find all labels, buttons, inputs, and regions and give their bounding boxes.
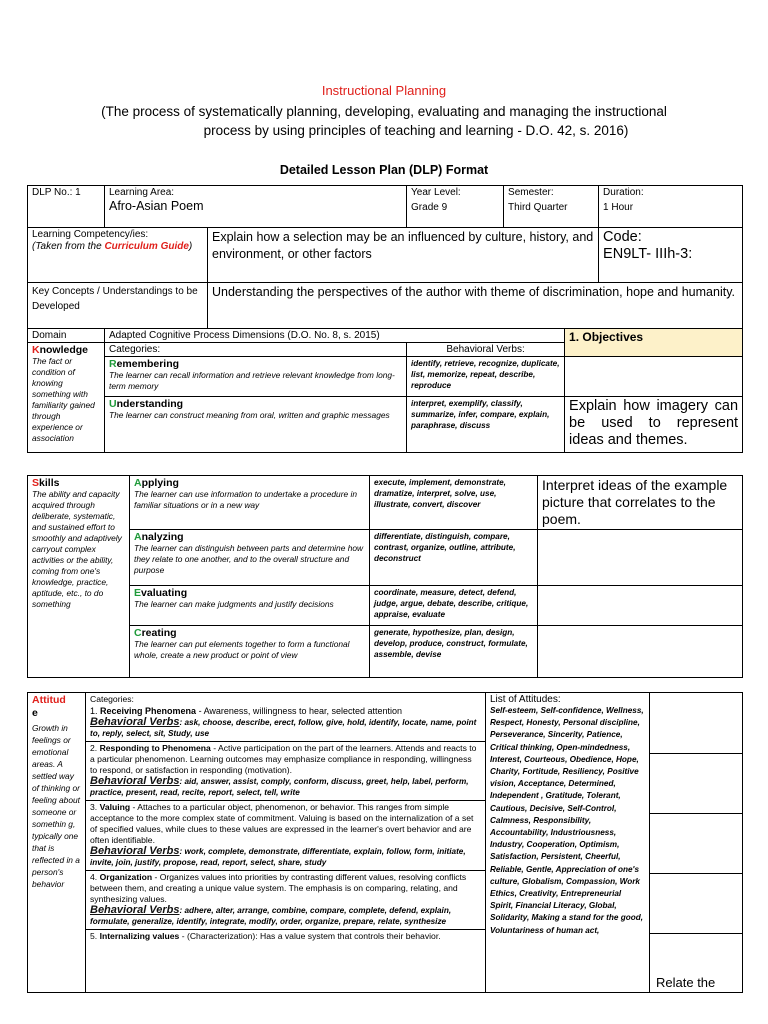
understanding-cell [105, 397, 407, 453]
format-title: Detailed Lesson Plan (DLP) Format [279, 163, 489, 177]
attitude-item-3: 3. Valuing - Attaches to a particular object, phenomenon, or behavior. This ranges from simple acceptance to the more complex state of commitment. Valuing is based on the internalization of a set of specified values, while clues to these values are expressed in the learner's overt behavior and are often identifiable. Behavioral Verbs: work, complete, demonstrate, differentiate, explain, follow, form, initiate, invite, join, justify, propose, read, report, select, share, study [86, 801, 485, 871]
code-label: Code: [603, 229, 642, 245]
semester-cell [504, 186, 599, 228]
code-value: EN9LT- IIIh-3: [603, 246, 693, 262]
dlp-number: DLP No.: 1 [28, 186, 105, 228]
analyzing-row [28, 530, 743, 586]
year-level-value: Grade 9 [411, 202, 448, 213]
competency-label-cell [28, 228, 208, 283]
attitude-categories-label: Categories: [90, 694, 134, 704]
competency-row [28, 228, 743, 283]
attitude-desc: Growth in feelings or emotional areas. A settled way of thinking or feeling about someone or somethin g, typically one that is reflected in a person's behavior [32, 723, 80, 889]
concepts-text: Understanding the perspectives of the author with theme of discrimination, hope and humanity. [208, 283, 743, 329]
objectives-header: 1. Objectives [565, 329, 743, 357]
applying-objective: Interpret ideas of the example picture that correlates to the poem. [538, 476, 743, 530]
knowledge-cell [28, 343, 105, 453]
code-cell [599, 228, 743, 283]
info-row [28, 186, 743, 228]
knowledge-desc: The fact or condition of knowing something with familiarity gained through experience or association [32, 356, 95, 443]
duration-cell [599, 186, 743, 228]
attitudes-list-label: List of Attitudes: [490, 694, 561, 705]
categories-label: Categories: [105, 343, 407, 357]
analyzing-label: Analyzing [134, 531, 184, 543]
evaluating-desc: The learner can make judgments and justify decisions [134, 599, 334, 609]
skills-desc: The ability and capacity acquired through deliberate, systematic, and sustained effort to smoothly and adaptively carryout complex activities or the ability, coming from one's knowledge, practice, aptitude, etc., to do something [32, 489, 122, 609]
duration-value: 1 Hour [603, 202, 634, 213]
behavioral-verbs-label: Behavioral Verbs: [407, 343, 565, 357]
planning-subtitle [0, 102, 768, 140]
understanding-row [28, 397, 743, 453]
understanding-objective: Explain how imagery can be used to represent ideas and themes. [565, 397, 743, 453]
behavioral-verbs-label: Behavioral Verbs [90, 716, 180, 728]
domain-label: Domain [28, 329, 105, 343]
applying-row [28, 476, 743, 530]
understanding-label: Understanding [109, 398, 184, 410]
attitude-categories-list [86, 706, 485, 943]
attitude-objective-cell [650, 693, 743, 993]
creating-verbs: generate, hypothesize, plan, design, develop, produce, construct, formulate, assemble, devise [370, 626, 538, 678]
dlp-main-table [27, 185, 743, 453]
attitude-objective-mid3 [650, 873, 742, 934]
learning-area-cell [105, 186, 407, 228]
skills-label: Skills [32, 477, 60, 489]
attitude-categories-cell [86, 693, 486, 993]
evaluating-verbs: coordinate, measure, detect, defend, judge, argue, debate, describe, critique, appraise, evaluate [370, 586, 538, 626]
attitude-row [28, 693, 743, 993]
concepts-label: Key Concepts / Understandings to be Developed [28, 283, 208, 329]
remembering-cell [105, 357, 407, 397]
remembering-row [28, 357, 743, 397]
adapted-dimensions-label: Adapted Cognitive Process Dimensions (D.O. No. 8, s. 2015) [105, 329, 565, 343]
creating-desc: The learner can put elements together to form a functional whole, create a new product or point of view [134, 639, 350, 660]
year-level-label: Year Level: [411, 187, 461, 198]
analyzing-verbs: differentiate, distinguish, compare, contrast, organize, outline, attribute, deconstruct [370, 530, 538, 586]
planning-title: Instructional Planning [321, 83, 447, 98]
creating-row [28, 626, 743, 678]
attitude-cell [28, 693, 86, 993]
semester-label: Semester: [508, 187, 554, 198]
understanding-desc: The learner can construct meaning from oral, written and graphic messages [109, 410, 390, 420]
competency-label: Learning Competency/ies: [32, 229, 149, 240]
applying-label: Applying [134, 477, 179, 489]
competency-text: Explain how a selection may be an influenced by culture, history, and environment, or other factors [208, 228, 599, 283]
evaluating-cell [130, 586, 370, 626]
subtitle-line-2: process by using principles of teaching and learning - D.O. 42, s. 2016) [203, 123, 629, 138]
learning-area-value: Afro-Asian Poem [109, 199, 204, 213]
analyzing-desc: The learner can distinguish between parts and determine how they relate to one another, and to the overall structure and purpose [134, 543, 364, 575]
skills-table [27, 475, 743, 678]
competency-source: (Taken from the Curriculum Guide) [32, 241, 193, 252]
evaluating-row [28, 586, 743, 626]
attitude-label: Attitud e [32, 694, 66, 719]
analyzing-cell [130, 530, 370, 586]
attitude-table [27, 692, 743, 993]
attitude-item-5: 5. Internalizing values - (Characterization): Has a value system that controls their behavior. [90, 931, 441, 941]
creating-objective [538, 626, 743, 678]
applying-verbs: execute, implement, demonstrate, dramatize, interpret, solve, use, illustrate, convert, discover [370, 476, 538, 530]
remembering-verbs: identify, retrieve, recognize, duplicate, list, memorize, repeat, describe, reproduce [407, 357, 565, 397]
remembering-objective [565, 357, 743, 397]
concepts-row [28, 283, 743, 329]
year-level-cell [407, 186, 504, 228]
creating-label: Creating [134, 627, 177, 639]
attitude-item-1: 1. Receiving Phenomena - Awareness, willingness to hear, selected attention Behavioral Verbs: ask, choose, describe, erect, follow, give, hold, identify, locate, name, point to, reply, select, sit, Study, use [86, 706, 485, 742]
attitudes-list-cell [486, 693, 650, 993]
attitude-item-4: 4. Organization - Organizes values into priorities by contrasting different values, resolving conflicts between them, and creating a unique value system. The emphasis is on comparing, relating, and synthesizing values. Behavioral Verbs: adhere, alter, arrange, combine, compare, complete, defend, explain, formulate, generalize, identify, integrate, modify, order, organize, prepare, relate, synthesize [86, 871, 485, 930]
attitude-item-2: 2. Responding to Phenomena - Active participation on the part of the learners. Attends and reacts to a particular phenomenon. Learning outcomes may emphasize compliance in responding, willingness to respond, or satisfaction in responding (motivation). Behavioral Verbs: aid, answer, assist, comply, conform, discuss, greet, help, label, perform, practice, present, read, recite, report, select, tell, write [86, 742, 485, 801]
attitude-objective-mid2 [650, 813, 742, 874]
learning-area-label: Learning Area: [109, 187, 175, 198]
applying-desc: The learner can use information to undertake a procedure in familiar situations or in a new way [134, 489, 358, 510]
duration-label: Duration: [603, 187, 644, 198]
creating-cell [130, 626, 370, 678]
analyzing-objective [538, 530, 743, 586]
remembering-label: Remembering [109, 358, 180, 370]
attitude-objective-mid [650, 753, 742, 814]
understanding-verbs: interpret, exemplify, classify, summarize, infer, compare, explain, paraphrase, discuss [407, 397, 565, 453]
remembering-desc: The learner can recall information and retrieve relevant knowledge from long-term memory [109, 370, 395, 391]
evaluating-objective [538, 586, 743, 626]
applying-cell [130, 476, 370, 530]
attitude-objective-top [650, 693, 742, 754]
evaluating-label: Evaluating [134, 587, 188, 599]
subtitle-line-1: (The process of systematically planning, developing, evaluating and managing the instructional [101, 104, 667, 119]
skills-cell [28, 476, 130, 678]
domain-row [28, 329, 743, 343]
attitude-objective-text: Relate the [656, 975, 716, 990]
semester-value: Third Quarter [508, 202, 568, 213]
attitudes-list: Self-esteem, Self-confidence, Wellness, Respect, Honesty, Personal discipline, Perseverance, Sincerity, Patience, Critical thinking, Open-mindedness, Interest, Courteous, Obedience, Hope, Charity, Fortitude, Resiliency, Positive vision, Acceptance, Determined, Independent , Gratitude, Tolerant, Cautious, Decisive, Self-Control, Calmness, Responsibility, Accountability, Industriousness, Industry, Cooperation, Optimism, Satisfaction, Persistent, Cheerful, Reliable, Gentle, Appreciation of one's culture, Globalism, Compassion, Work Ethics, Creativity, Entrepreneurial Spirit, Financial Literacy, Global, Solidarity, Making a stand for the good, Voluntariness of human act, [490, 706, 644, 935]
knowledge-label: Knowledge [32, 344, 89, 356]
